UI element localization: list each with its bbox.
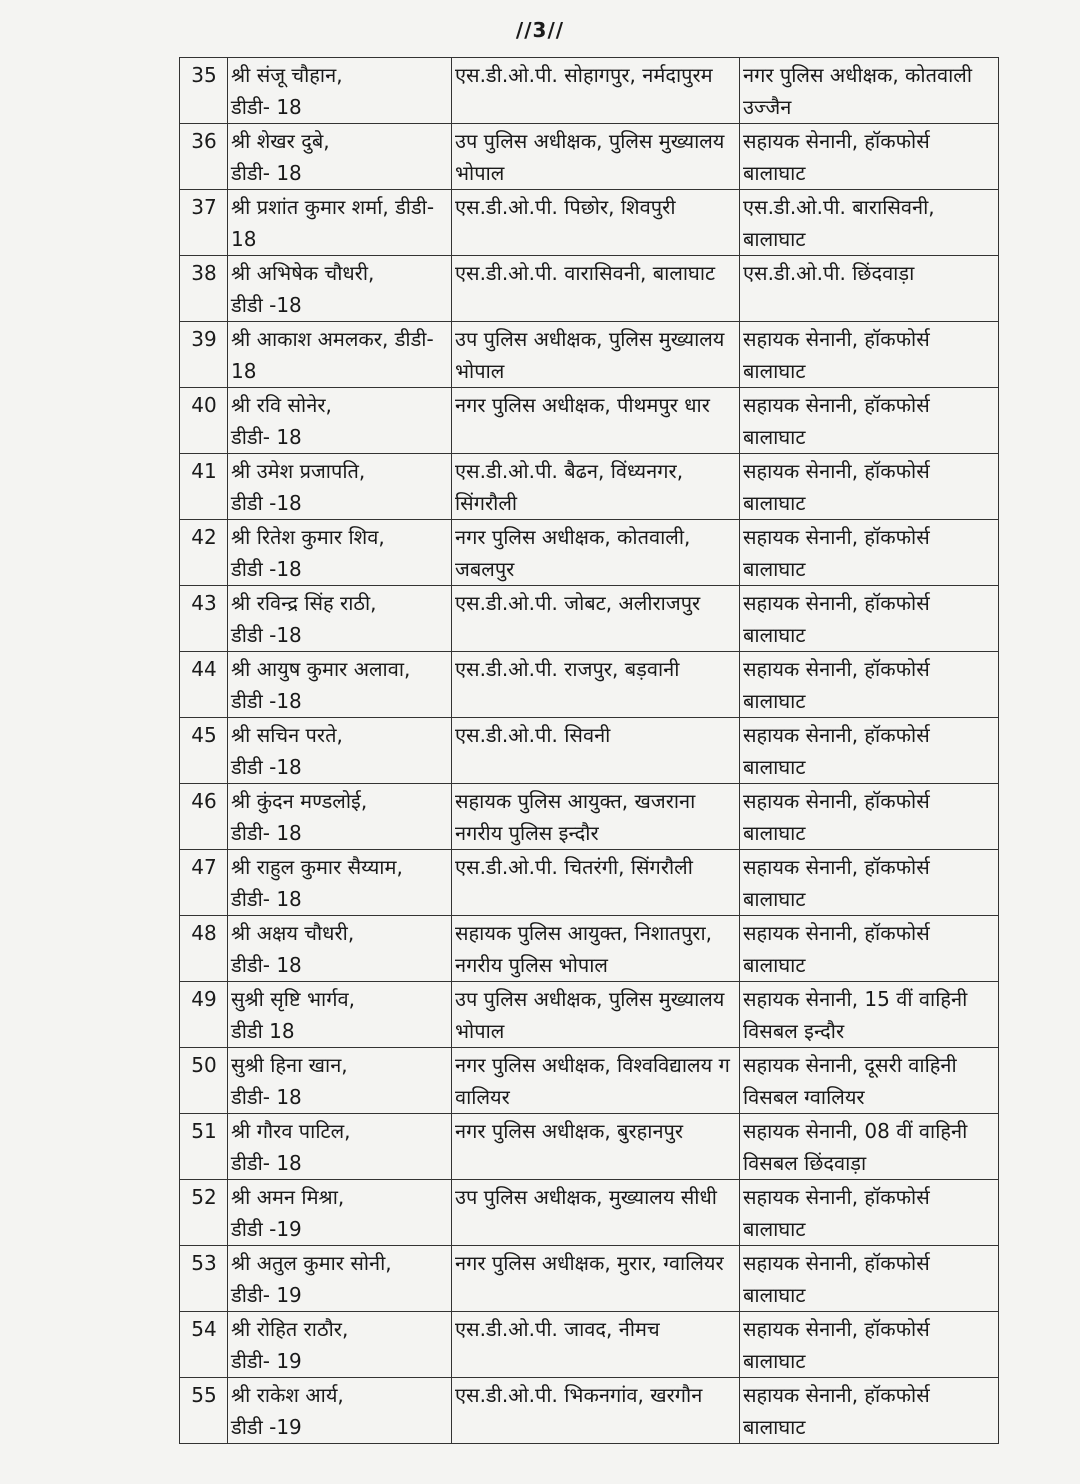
new-posting-line: सहायक सेनानी, 08 वीं वाहिनी [743, 1119, 968, 1143]
new-posting-line: सहायक सेनानी, हॉकफोर्स [743, 129, 930, 153]
current-posting-cell [452, 1378, 740, 1444]
serial-number: 52 [180, 1180, 228, 1246]
new-posting-line: बालाघाट [743, 161, 806, 185]
officer-name-line: डीडी- 18 [231, 953, 302, 977]
new-posting-line: एस.डी.ओ.पी. बारासिवनी, [743, 195, 935, 219]
new-posting-cell [740, 520, 999, 586]
current-posting-line: उप पुलिस अधीक्षक, पुलिस मुख्यालय [455, 327, 725, 351]
table-row [180, 256, 999, 322]
officer-name-cell [228, 1114, 452, 1180]
current-posting-line [455, 619, 737, 651]
current-posting-line: उप पुलिस अधीक्षक, पुलिस मुख्यालय [455, 987, 725, 1011]
new-posting-line: सहायक सेनानी, हॉकफोर्स [743, 921, 930, 945]
current-posting-line: एस.डी.ओ.पी. वारासिवनी, बालाघाट [455, 261, 716, 285]
transfer-orders-table [179, 57, 999, 1444]
new-posting-line: बालाघाट [743, 821, 806, 845]
current-posting-cell [452, 784, 740, 850]
new-posting-line: सहायक सेनानी, दूसरी वाहिनी [743, 1053, 957, 1077]
current-posting-line: सहायक पुलिस आयुक्त, खजराना [455, 789, 696, 813]
officer-name-line: डीडी -18 [231, 293, 302, 317]
new-posting-line: सहायक सेनानी, हॉकफोर्स [743, 789, 930, 813]
current-posting-line [455, 289, 737, 321]
new-posting-line: बालाघाट [743, 425, 806, 449]
new-posting-line: सहायक सेनानी, हॉकफोर्स [743, 657, 930, 681]
current-posting-line: सहायक पुलिस आयुक्त, निशातपुरा, [455, 921, 713, 945]
new-posting-cell [740, 454, 999, 520]
current-posting-line: एस.डी.ओ.पी. सिवनी [455, 723, 611, 747]
table-body [180, 58, 999, 1444]
new-posting-cell [740, 586, 999, 652]
current-posting-line: उप पुलिस अधीक्षक, मुख्यालय सीधी [455, 1185, 717, 1209]
new-posting-line: सहायक सेनानी, हॉकफोर्स [743, 393, 930, 417]
table-row [180, 1312, 999, 1378]
officer-name-cell [228, 1048, 452, 1114]
current-posting-cell [452, 1114, 740, 1180]
current-posting-cell [452, 190, 740, 256]
table-row [180, 388, 999, 454]
current-posting-line: एस.डी.ओ.पी. जोबट, अलीराजपुर [455, 591, 701, 615]
serial-number: 55 [180, 1378, 228, 1444]
officer-name-line: श्री अमन मिश्रा, [231, 1185, 345, 1209]
new-posting-line: बालाघाट [743, 359, 806, 383]
table-row [180, 322, 999, 388]
new-posting-line: सहायक सेनानी, हॉकफोर्स [743, 855, 930, 879]
officer-name-line: डीडी -18 [231, 491, 302, 515]
serial-number: 38 [180, 256, 228, 322]
new-posting-line: सहायक सेनानी, 15 वीं वाहिनी [743, 987, 968, 1011]
officer-name-line: श्री शेखर दुबे, [231, 129, 330, 153]
table-row [180, 850, 999, 916]
officer-name-line: डीडी -18 [231, 755, 302, 779]
current-posting-cell [452, 850, 740, 916]
new-posting-line: बालाघाट [743, 557, 806, 581]
new-posting-line: बालाघाट [743, 1415, 806, 1439]
current-posting-line [455, 751, 737, 783]
new-posting-cell [740, 718, 999, 784]
serial-number: 49 [180, 982, 228, 1048]
table-row [180, 586, 999, 652]
officer-name-cell [228, 58, 452, 124]
officer-name-line: डीडी- 18 [231, 1085, 302, 1109]
current-posting-line: एस.डी.ओ.पी. राजपुर, बड़वानी [455, 657, 680, 681]
current-posting-line: नगरीय पुलिस इन्दौर [455, 821, 599, 845]
new-posting-cell [740, 322, 999, 388]
current-posting-line [455, 421, 737, 453]
serial-number: 47 [180, 850, 228, 916]
table-row [180, 1378, 999, 1444]
current-posting-line: सिंगरौली [455, 491, 518, 515]
current-posting-cell [452, 1312, 740, 1378]
officer-name-line: श्री राहुल कुमार सैय्याम, [231, 855, 403, 879]
new-posting-cell [740, 1312, 999, 1378]
current-posting-line [455, 1345, 737, 1377]
officer-name-line: डीडी- 18 [231, 95, 302, 119]
officer-name-line: डीडी -19 [231, 1217, 302, 1241]
table-row [180, 454, 999, 520]
current-posting-line: एस.डी.ओ.पी. बैढन, विंध्यनगर, [455, 459, 684, 483]
current-posting-cell [452, 916, 740, 982]
serial-number: 41 [180, 454, 228, 520]
table-row [180, 718, 999, 784]
officer-name-cell [228, 1246, 452, 1312]
new-posting-cell [740, 58, 999, 124]
new-posting-line: बालाघाट [743, 227, 806, 251]
officer-name-line: श्री रितेश कुमार शिव, [231, 525, 385, 549]
current-posting-line: एस.डी.ओ.पी. सोहागपुर, नर्मदापुरम [455, 63, 713, 87]
current-posting-cell [452, 454, 740, 520]
current-posting-cell [452, 1180, 740, 1246]
current-posting-cell [452, 982, 740, 1048]
officer-name-cell [228, 850, 452, 916]
current-posting-line: जबलपुर [455, 557, 515, 581]
current-posting-line: नगर पुलिस अधीक्षक, बुरहानपुर [455, 1119, 684, 1143]
new-posting-cell [740, 1246, 999, 1312]
new-posting-cell [740, 1180, 999, 1246]
table-row [180, 190, 999, 256]
current-posting-cell [452, 1246, 740, 1312]
officer-name-cell [228, 784, 452, 850]
new-posting-line: सहायक सेनानी, हॉकफोर्स [743, 525, 930, 549]
new-posting-cell [740, 190, 999, 256]
officer-name-cell [228, 190, 452, 256]
new-posting-line: विसबल इन्दौर [743, 1019, 845, 1043]
table-row [180, 1246, 999, 1312]
table-row [180, 1048, 999, 1114]
officer-name-line: श्री कुंदन मण्डलोई, [231, 789, 368, 813]
officer-name-line: डीडी -18 [231, 623, 302, 647]
new-posting-line: विसबल छिंदवाड़ा [743, 1151, 867, 1175]
current-posting-line: उप पुलिस अधीक्षक, पुलिस मुख्यालय [455, 129, 725, 153]
new-posting-cell [740, 916, 999, 982]
officer-name-cell [228, 454, 452, 520]
new-posting-line: सहायक सेनानी, हॉकफोर्स [743, 1317, 930, 1341]
officer-name-line: श्री आयुष कुमार अलावा, [231, 657, 411, 681]
current-posting-cell [452, 322, 740, 388]
current-posting-cell [452, 586, 740, 652]
new-posting-cell [740, 652, 999, 718]
table-row [180, 520, 999, 586]
new-posting-line: बालाघाट [743, 1349, 806, 1373]
current-posting-line: एस.डी.ओ.पी. जावद, नीमच [455, 1317, 660, 1341]
officer-name-line: श्री उमेश प्रजापति, [231, 459, 366, 483]
new-posting-line: उज्जैन [743, 95, 792, 119]
current-posting-cell [452, 652, 740, 718]
new-posting-line: बालाघाट [743, 689, 806, 713]
table-row [180, 652, 999, 718]
new-posting-cell [740, 982, 999, 1048]
new-posting-line: एस.डी.ओ.पी. छिंदवाड़ा [743, 261, 915, 285]
serial-number: 40 [180, 388, 228, 454]
current-posting-line [455, 685, 737, 717]
officer-name-line: श्री प्रशांत कुमार शर्मा, डीडी- [231, 195, 435, 219]
officer-name-cell [228, 652, 452, 718]
officer-name-cell [228, 586, 452, 652]
current-posting-cell [452, 124, 740, 190]
officer-name-line: डीडी- 18 [231, 821, 302, 845]
serial-number: 37 [180, 190, 228, 256]
current-posting-cell [452, 388, 740, 454]
current-posting-line [455, 91, 737, 123]
table-row [180, 982, 999, 1048]
new-posting-line: बालाघाट [743, 953, 806, 977]
serial-number: 44 [180, 652, 228, 718]
current-posting-line: एस.डी.ओ.पी. पिछोर, शिवपुरी [455, 195, 676, 219]
officer-name-line: श्री रवि सोनेर, [231, 393, 332, 417]
serial-number: 46 [180, 784, 228, 850]
table-row [180, 58, 999, 124]
officer-name-line: डीडी- 19 [231, 1283, 302, 1307]
table-row [180, 916, 999, 982]
new-posting-cell [740, 784, 999, 850]
officer-name-line: श्री संजू चौहान, [231, 63, 343, 87]
serial-number: 36 [180, 124, 228, 190]
new-posting-line: सहायक सेनानी, हॉकफोर्स [743, 1251, 930, 1275]
new-posting-line: बालाघाट [743, 1217, 806, 1241]
current-posting-line [455, 1279, 737, 1311]
officer-name-line: डीडी 18 [231, 1019, 295, 1043]
serial-number: 53 [180, 1246, 228, 1312]
table-row [180, 1114, 999, 1180]
officer-name-cell [228, 1378, 452, 1444]
new-posting-cell [740, 388, 999, 454]
officer-name-cell [228, 718, 452, 784]
new-posting-line: बालाघाट [743, 1283, 806, 1307]
officer-name-line: श्री आकाश अमलकर, डीडी- [231, 327, 434, 351]
new-posting-cell [740, 1048, 999, 1114]
current-posting-line: भोपाल [455, 1019, 505, 1043]
officer-name-cell [228, 1312, 452, 1378]
officer-name-line: डीडी- 18 [231, 1151, 302, 1175]
current-posting-line: नगर पुलिस अधीक्षक, पीथमपुर धार [455, 393, 710, 417]
current-posting-line [455, 1213, 737, 1245]
current-posting-line: भोपाल [455, 359, 505, 383]
current-posting-cell [452, 58, 740, 124]
table-row [180, 784, 999, 850]
serial-number: 43 [180, 586, 228, 652]
officer-name-cell [228, 124, 452, 190]
serial-number: 48 [180, 916, 228, 982]
officer-name-cell [228, 322, 452, 388]
current-posting-line: एस.डी.ओ.पी. चितरंगी, सिंगरौली [455, 855, 693, 879]
new-posting-line: बालाघाट [743, 491, 806, 515]
page-number: //3// [515, 18, 565, 42]
current-posting-cell [452, 256, 740, 322]
current-posting-line [455, 223, 737, 255]
officer-name-cell [228, 982, 452, 1048]
officer-name-line: डीडी- 19 [231, 1349, 302, 1373]
officer-name-cell [228, 520, 452, 586]
table-row [180, 1180, 999, 1246]
new-posting-cell [740, 1378, 999, 1444]
new-posting-line: सहायक सेनानी, हॉकफोर्स [743, 723, 930, 747]
new-posting-line: सहायक सेनानी, हॉकफोर्स [743, 1383, 930, 1407]
officer-name-line: श्री सचिन परते, [231, 723, 343, 747]
new-posting-line: सहायक सेनानी, हॉकफोर्स [743, 591, 930, 615]
officer-name-line: श्री राकेश आर्य, [231, 1383, 344, 1407]
serial-number: 42 [180, 520, 228, 586]
current-posting-line: नगर पुलिस अधीक्षक, मुरार, ग्वालियर [455, 1251, 724, 1275]
officer-name-line: सुश्री सृष्टि भार्गव, [231, 987, 355, 1011]
officer-name-line: श्री अभिषेक चौधरी, [231, 261, 375, 285]
current-posting-cell [452, 1048, 740, 1114]
officer-name-line: 18 [231, 227, 257, 251]
new-posting-line: नगर पुलिस अधीक्षक, कोतवाली [743, 63, 973, 87]
current-posting-line: नगर पुलिस अधीक्षक, कोतवाली, [455, 525, 691, 549]
table-row [180, 124, 999, 190]
current-posting-cell [452, 520, 740, 586]
officer-name-line: 18 [231, 359, 257, 383]
serial-number: 54 [180, 1312, 228, 1378]
officer-name-line: डीडी- 18 [231, 161, 302, 185]
officer-name-line: श्री रोहित राठौर, [231, 1317, 349, 1341]
officer-name-line: डीडी -18 [231, 689, 302, 713]
serial-number: 35 [180, 58, 228, 124]
officer-name-line: श्री अतुल कुमार सोनी, [231, 1251, 392, 1275]
serial-number: 50 [180, 1048, 228, 1114]
officer-name-line: सुश्री हिना खान, [231, 1053, 348, 1077]
new-posting-line: बालाघाट [743, 623, 806, 647]
current-posting-line [455, 1147, 737, 1179]
officer-name-cell [228, 916, 452, 982]
new-posting-cell [740, 1114, 999, 1180]
officer-name-line: श्री रविन्द्र सिंह राठी, [231, 591, 377, 615]
current-posting-line: एस.डी.ओ.पी. भिकनगांव, खरगौन [455, 1383, 703, 1407]
new-posting-line: सहायक सेनानी, हॉकफोर्स [743, 327, 930, 351]
new-posting-cell [740, 124, 999, 190]
officer-name-cell [228, 1180, 452, 1246]
current-posting-cell [452, 718, 740, 784]
serial-number: 45 [180, 718, 228, 784]
officer-name-line: डीडी- 18 [231, 425, 302, 449]
serial-number: 51 [180, 1114, 228, 1180]
current-posting-line [455, 1411, 737, 1443]
officer-name-cell [228, 388, 452, 454]
new-posting-cell [740, 256, 999, 322]
new-posting-line: सहायक सेनानी, हॉकफोर्स [743, 459, 930, 483]
new-posting-line [743, 289, 996, 321]
current-posting-line: वालियर [455, 1085, 510, 1109]
officer-name-cell [228, 256, 452, 322]
new-posting-line: बालाघाट [743, 887, 806, 911]
new-posting-line: सहायक सेनानी, हॉकफोर्स [743, 1185, 930, 1209]
new-posting-line: बालाघाट [743, 755, 806, 779]
current-posting-line [455, 883, 737, 915]
officer-name-line: श्री गौरव पाटिल, [231, 1119, 351, 1143]
current-posting-line: नगरीय पुलिस भोपाल [455, 953, 608, 977]
current-posting-line: भोपाल [455, 161, 505, 185]
officer-name-line: डीडी- 18 [231, 887, 302, 911]
officer-name-line: डीडी -19 [231, 1415, 302, 1439]
current-posting-line: नगर पुलिस अधीक्षक, विश्वविद्यालय ग [455, 1053, 730, 1077]
new-posting-line: विसबल ग्वालियर [743, 1085, 865, 1109]
serial-number: 39 [180, 322, 228, 388]
new-posting-cell [740, 850, 999, 916]
officer-name-line: डीडी -18 [231, 557, 302, 581]
officer-name-line: श्री अक्षय चौधरी, [231, 921, 355, 945]
